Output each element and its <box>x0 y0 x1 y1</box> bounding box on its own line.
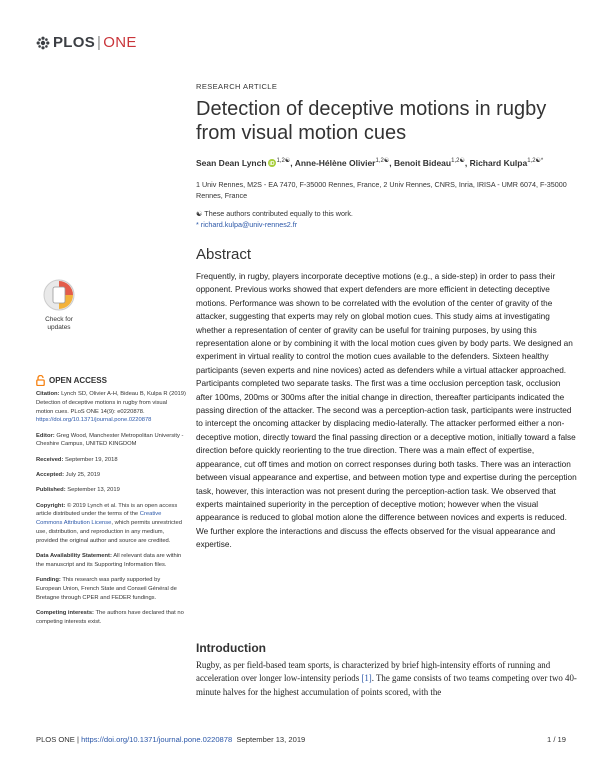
footer-separator: | <box>76 735 79 744</box>
affiliations: 1 Univ Rennes, M2S - EA 7470, F-35000 Rennes, France, 2 Univ Rennes, CNRS, Inria, IRISA - UMR 6074, F-35000 Rennes, France <box>196 180 567 200</box>
introduction-body: Rugby, as per field-based team sports, is characterized by brief high-intensity efforts of running and acceleration over longer low-intensity periods [1]. The game consists of two teams competing over two 40-minute halves for the highest accumulation of points scored, with the <box>196 660 577 697</box>
brand-plos: PLOS <box>53 34 96 51</box>
author-name[interactable]: Benoit Bideau <box>393 157 452 168</box>
published-date: Published: September 13, 2019 <box>36 487 120 494</box>
article-type: RESEARCH ARTICLE <box>196 82 278 91</box>
citation-block: Citation: Lynch SD, Olivier A-H, Bideau B, Kulpa R (2019) Detection of deceptive motions in rugby from visual motion cues. PLoS ONE 14(9): e0220878. https://doi.org/10.1371/journal.pone.0220878 <box>36 391 186 424</box>
plos-one-logo[interactable] <box>36 34 137 51</box>
brand-one: ONE <box>103 34 137 51</box>
abstract-body: Frequently, in rugby, players incorporate deceptive motions (e.g., a side-step) in order to pass their opponent. Previous works showed that expert defenders are more efficient in detecting deceptive motions. Performance was shown to be correlated with the evolution of the center of gravity of the attacker, suggesting that experts may rely on global motion cues. This study aims at investigating whether a representation of center of gravity can be useful for training purposes, by using this representation alone or by combining it with the local motion cues given by body parts. We designed an experiment in virtual reality to control the motion cues available to the defenders. Sixteen healthy participants (seven experts and nine novices) acted as defenders while a virtual attacker approached. Participants completed two separate tasks. The first was a time occlusion perception task, occlusion after 100ms, 200ms or 300ms after the initial change in direction, thereafter participants indicated the passing direction of the attacker. The second was a perception-action task, participants were instructed to intercept the oncoming attacker by displacing medio-laterally. The attacker performed either a non-deceptive motion, directly toward the final passing direction or a deceptive motion, initially toward a false direction before quickly reorienting to the true direction. There was a main effect of expertise, appearance, cut off times and motion on correct responses during both tasks. There was an interaction between visual appearance and expertise, and between motion type and expertise during the perception task, however, this interaction was not present during the perception-action task. We observed that experts maintained superiority in the perception of deceptive motion; however when the visual appearance is reduced to global motion alone the difference between novices and experts is reduced. We further explore the interactions and discuss the effects observed for the visual appearance and expertise. <box>196 272 577 550</box>
corresponding-email-link[interactable]: * richard.kulpa@univ-rennes2.fr <box>196 220 298 229</box>
introduction-heading: Introduction <box>196 641 266 655</box>
accepted-date: Accepted: July 25, 2019 <box>36 472 101 479</box>
abstract-heading: Abstract <box>196 246 252 263</box>
author-name[interactable]: Anne-Hélène Olivier <box>294 157 376 168</box>
received-date: Received: September 19, 2018 <box>36 456 118 463</box>
reference-link[interactable]: [1] <box>361 673 372 684</box>
author-name[interactable]: Richard Kulpa <box>469 157 528 168</box>
page-number: 1 / 19 <box>547 735 566 744</box>
footer-doi-link[interactable]: https://doi.org/10.1371/journal.pone.0220878 <box>81 735 233 744</box>
citation-doi-link[interactable]: https://doi.org/10.1371/journal.pone.0220878 <box>36 417 152 424</box>
plos-flower-icon <box>36 36 50 50</box>
brand-separator: | <box>97 34 102 51</box>
competing-interests-block: Competing interests: The authors have declared that no competing interests exist. <box>36 610 184 625</box>
cc-license-link[interactable]: Creative Commons Attribution License <box>36 511 162 527</box>
author-affil: 1,2☯ <box>375 158 390 164</box>
open-lock-icon <box>36 375 45 386</box>
footer-journal: PLOS ONE <box>36 735 75 744</box>
copyright-block: Copyright: © 2019 Lynch et al. This is an open access article distributed under the terms of the Creative Commons Attribution License, which permits unrestricted use, distribution, and reproduction in any medium, provided the original author and source are credited. <box>36 502 182 544</box>
article-metadata-sidebar <box>36 390 186 633</box>
article-title: Detection of deceptive motions in rugby from visual motion cues <box>196 98 547 144</box>
author-notes <box>196 208 576 230</box>
check-for-updates-badge[interactable] <box>33 275 85 333</box>
data-availability-block: Data Availability Statement: All relevant data are within the manuscript and its Supporting Information files. <box>36 553 182 568</box>
page-footer <box>36 735 566 744</box>
editor-block: Editor: Greg Wood, Manchester Metropolitan University - Cheshire Campus, UNITED KINGDOM <box>36 432 184 448</box>
author-affil: 1,2☯ <box>276 158 291 164</box>
author-affil: 1,2☯* <box>527 158 544 164</box>
author-list: Sean Dean Lynch iD $^{1,2☯}$, Anne-Hélène Olivier$^{1,2☯}$, Benoit Bideau$^{1,2☯}$, Richard Kulpa$^{1,2☯*}$ <box>196 157 544 168</box>
footer-date: September 13, 2019 <box>236 735 306 744</box>
author-affil: 1,2☯ <box>451 158 465 164</box>
funding-block: Funding: This research was partly supported by European Union, French State and Conseil Général de Bretagne through CPER and FEDER fundings. <box>36 577 177 601</box>
open-access-label: OPEN ACCESS <box>36 375 107 386</box>
badge-line1: Check for <box>45 316 73 323</box>
badge-line2: updates <box>47 324 71 331</box>
equal-contribution-note: ☯ These authors contributed equally to this work. <box>196 209 353 218</box>
author-name[interactable]: Sean Dean Lynch <box>196 157 267 168</box>
orcid-icon[interactable] <box>268 159 276 167</box>
svg-text:iD: iD <box>269 160 275 167</box>
